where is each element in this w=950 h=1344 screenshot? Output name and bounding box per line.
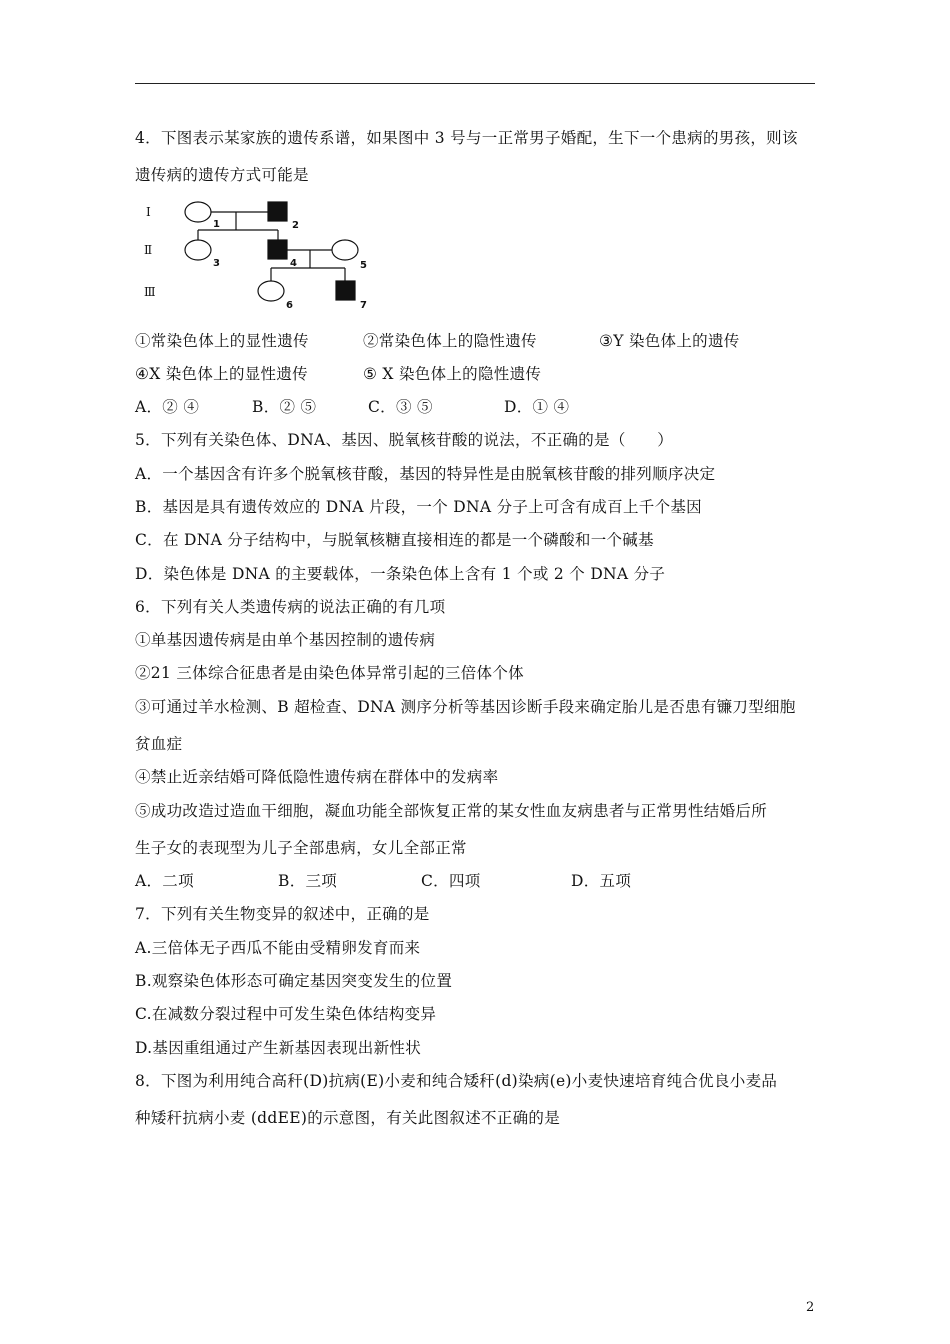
- member-label-6: 6: [286, 300, 293, 311]
- member-label-1: 1: [213, 219, 220, 230]
- q4-statement-1: ①常染色体上的显性遗传: [135, 332, 309, 350]
- page-number: 2: [806, 1300, 815, 1315]
- member-6-female: [258, 281, 284, 301]
- q6-stem: 6．下列有关人类遗传病的说法正确的有几项: [135, 598, 446, 616]
- q4-option-a: A．② ④: [135, 398, 200, 416]
- q4-statement-4: ④X 染色体上的显性遗传: [135, 365, 308, 383]
- q5-option-a: A．一个基因含有许多个脱氧核苷酸，基因的特异性是由脱氧核苷酸的排列顺序决定: [135, 465, 716, 483]
- q8-stem-line2: 种矮秆抗病小麦 (ddEE)的示意图，有关此图叙述不正确的是: [135, 1109, 560, 1127]
- member-4-affected-male: [268, 240, 287, 259]
- member-label-2: 2: [292, 220, 299, 231]
- member-label-5: 5: [360, 260, 367, 271]
- member-label-3: 3: [213, 258, 220, 269]
- q7-option-b: B.观察染色体形态可确定基因突变发生的位置: [135, 972, 453, 990]
- q4-statements-row1: [135, 331, 740, 351]
- q4-options: [135, 397, 569, 417]
- q7-stem: 7．下列有关生物变异的叙述中，正确的是: [135, 905, 430, 923]
- member-1-female: [185, 202, 211, 222]
- q4-statement-5: ⑤ X 染色体上的隐性遗传: [363, 365, 542, 383]
- q6-statement-3-line2: 贫血症: [135, 735, 183, 753]
- gen-label-2: Ⅱ: [144, 243, 153, 257]
- q5-option-c: C．在 DNA 分子结构中，与脱氧核糖直接相连的都是一个磷酸和一个碱基: [135, 531, 654, 549]
- q6-statement-3-line1: ③可通过羊水检测、B 超检查、DNA 测序分析等基因诊断手段来确定胎儿是否患有镰刀型细胞: [135, 698, 796, 716]
- member-2-affected-male: [268, 202, 287, 221]
- q4-option-c: C．③ ⑤: [368, 398, 433, 416]
- q6-statement-5-line2: 生子女的表现型为儿子全部患病，女儿全部正常: [135, 839, 467, 857]
- q4-option-d: D．① ④: [504, 398, 570, 416]
- q7-option-a: A.三倍体无子西瓜不能由受精卵发育而来: [135, 939, 421, 957]
- q6-statement-4: ④禁止近亲结婚可降低隐性遗传病在群体中的发病率: [135, 768, 499, 786]
- q8-stem-line1: 8．下图为利用纯合高秆(D)抗病(E)小麦和纯合矮秆(d)染病(e)小麦快速培育纯合优良小麦品: [135, 1072, 778, 1090]
- q6-option-a: A．二项: [135, 872, 194, 890]
- pedigree-chart: [140, 196, 380, 314]
- q4-statement-3: ③Y 染色体上的遗传: [599, 332, 740, 350]
- member-label-7: 7: [360, 300, 367, 311]
- q5-stem: 5．下列有关染色体、DNA、基因、脱氧核苷酸的说法，不正确的是（ ）: [135, 431, 674, 449]
- member-7-affected-male: [336, 281, 355, 300]
- q6-statement-1: ①单基因遗传病是由单个基因控制的遗传病: [135, 631, 436, 649]
- header-rule: [135, 83, 815, 84]
- member-3-female: [185, 240, 211, 260]
- q6-statement-2: ②21 三体综合征患者是由染色体异常引起的三倍体个体: [135, 664, 524, 682]
- q4-stem-line2: 遗传病的遗传方式可能是: [135, 166, 309, 184]
- q6-options: [135, 871, 631, 891]
- q6-option-c: C．四项: [421, 872, 481, 890]
- gen-label-3: Ⅲ: [144, 285, 156, 299]
- q4-stem-line1: 4．下图表示某家族的遗传系谱，如果图中 3 号与一正常男子婚配，生下一个患病的男孩，则该: [135, 129, 798, 147]
- q7-option-d: D.基因重组通过产生新基因表现出新性状: [135, 1039, 422, 1057]
- member-5-female: [332, 240, 358, 260]
- q4-statements-row2: [135, 364, 541, 384]
- q5-option-d: D．染色体是 DNA 的主要载体，一条染色体上含有 1 个或 2 个 DNA 分子: [135, 565, 666, 583]
- gen-label-1: Ⅰ: [146, 205, 151, 219]
- q5-option-b: B．基因是具有遗传效应的 DNA 片段，一个 DNA 分子上可含有成百上千个基因: [135, 498, 702, 516]
- q6-statement-5-line1: ⑤成功改造过造血干细胞，凝血功能全部恢复正常的某女性血友病患者与正常男性结婚后所: [135, 802, 768, 820]
- q7-option-c: C.在减数分裂过程中可发生染色体结构变异: [135, 1005, 437, 1023]
- q4-option-b: B．② ⑤: [252, 398, 317, 416]
- q6-option-b: B．三项: [278, 872, 338, 890]
- member-label-4: 4: [290, 258, 297, 269]
- q6-option-d: D．五项: [571, 872, 632, 890]
- q4-statement-2: ②常染色体上的隐性遗传: [363, 332, 537, 350]
